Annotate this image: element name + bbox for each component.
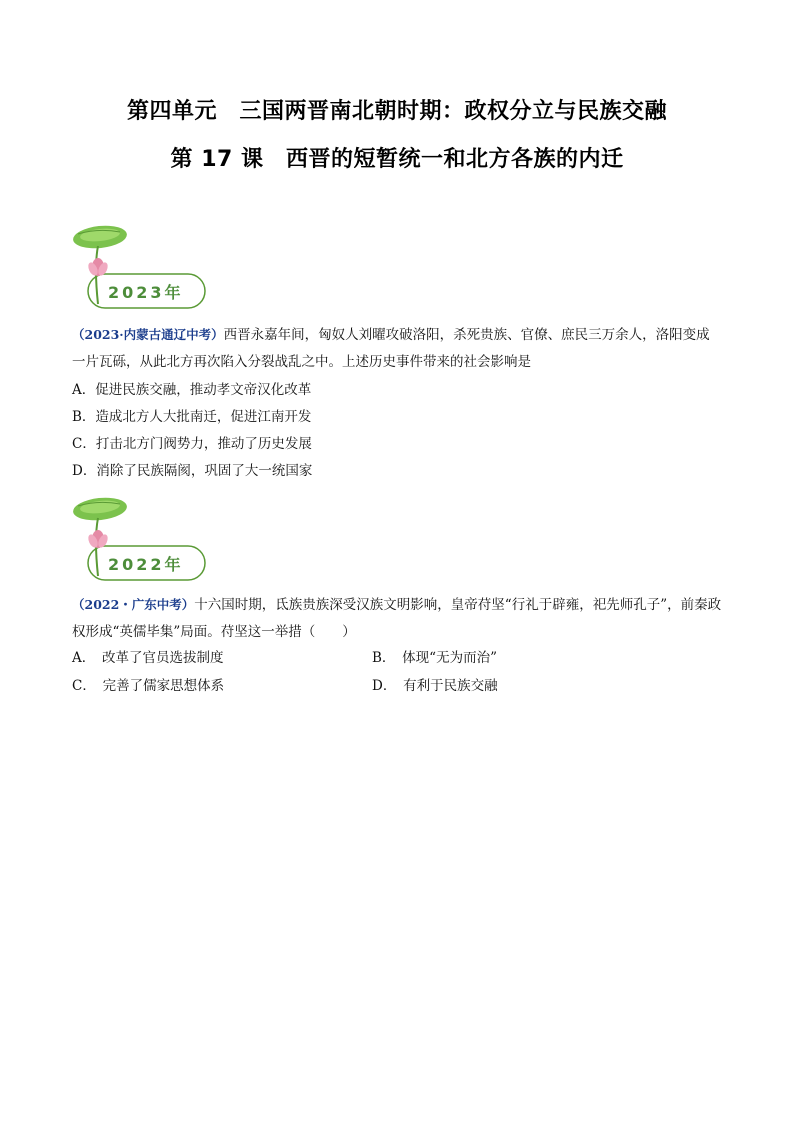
question-source: （2023·内蒙古通辽中考） <box>72 327 224 342</box>
unit-title: 第四单元 三国两晋南北朝时期：政权分立与民族交融 <box>126 99 667 124</box>
year-badge-2022 <box>68 494 213 584</box>
question-1 <box>72 321 722 376</box>
option-a: A． 改革了官员选拔制度 <box>72 650 224 666</box>
option-d: D．消除了民族隔阂，巩固了大一统国家 <box>72 463 313 479</box>
option-c: C． 完善了儒家思想体系 <box>72 678 225 694</box>
question-2 <box>72 591 722 646</box>
lesson-title: 第 17 课 西晋的短暂统一和北方各族的内迁 <box>170 147 624 172</box>
question-stem: 西晋永嘉年间，匈奴人刘曜攻破洛阳，杀死贵族、官僚、庶民三万余人，洛阳变成一片瓦砾，从此北方再次陷入分裂战乱之中。上述历史事件带来的社会影响是 <box>72 327 710 370</box>
option-d: D． 有利于民族交融 <box>372 678 498 694</box>
option-c: C．打击北方门阀势力，推动了历史发展 <box>72 436 312 452</box>
year-label: 2023年 <box>108 283 184 302</box>
option-b: B． 体现“无为而治” <box>372 650 497 666</box>
question-source: （2022・广东中考） <box>72 597 195 612</box>
option-a: A．促进民族交融，推动孝文帝汉化改革 <box>72 382 312 398</box>
year-label: 2022年 <box>108 555 184 574</box>
option-b: B．造成北方人大批南迁，促进江南开发 <box>72 409 312 425</box>
question-stem: 十六国时期，氐族贵族深受汉族文明影响，皇帝苻坚“行礼于辟雍，祀先师孔子”，前秦政权形成“英儒毕集”局面。苻坚这一举措（ ） <box>72 597 722 640</box>
year-badge-2023 <box>68 222 213 312</box>
